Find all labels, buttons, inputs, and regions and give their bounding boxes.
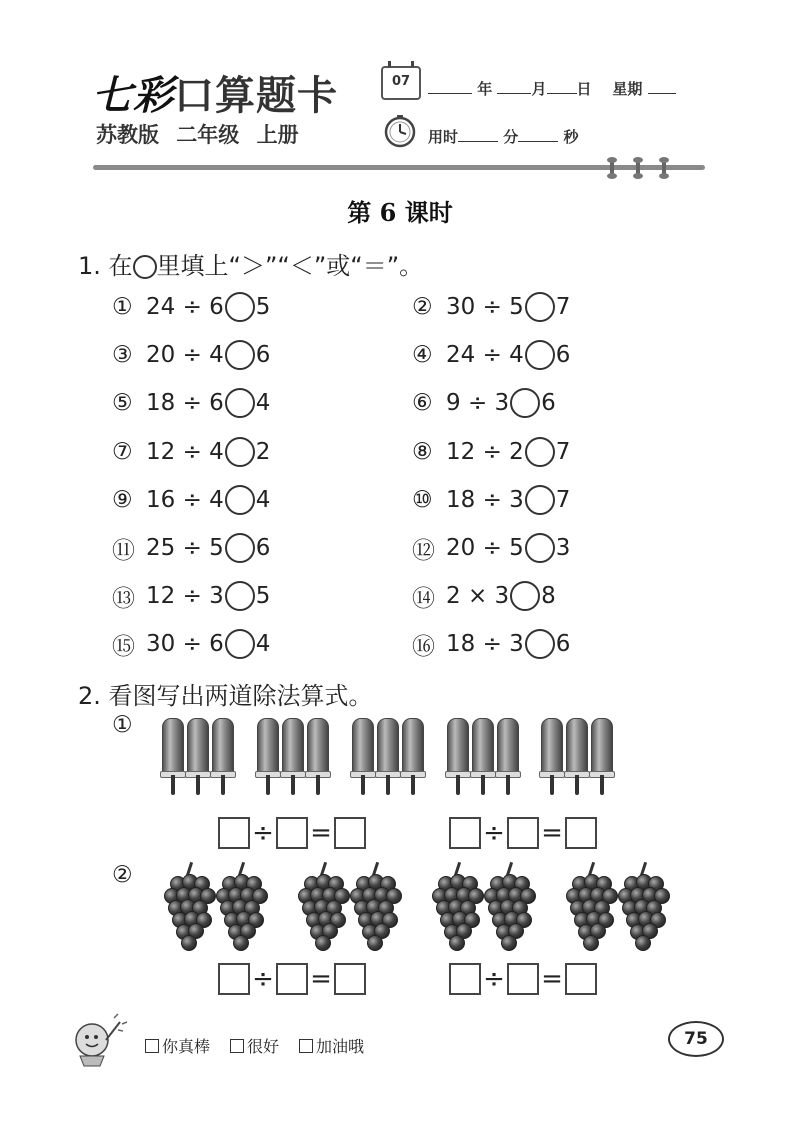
item-index: ⑭ — [412, 585, 435, 612]
popsicle-icon — [591, 718, 613, 796]
calendar-icon — [381, 66, 421, 100]
item-left-expr: 18 ÷ 6 — [146, 390, 224, 417]
grape-bunch-icon — [566, 862, 612, 952]
answer-box[interactable] — [334, 963, 366, 995]
item-index: ⑩ — [412, 486, 433, 513]
grape-bunch-icon — [484, 862, 530, 952]
mascot-icon — [70, 1010, 130, 1068]
answer-circle[interactable] — [225, 533, 255, 563]
day-label: 日 — [576, 80, 592, 98]
compare-item — [112, 340, 270, 370]
compare-item — [112, 437, 270, 467]
item-index: ⑮ — [112, 633, 135, 660]
answer-circle[interactable] — [225, 292, 255, 322]
item-index: ⑫ — [412, 537, 435, 564]
rating-label: 加油哦 — [316, 1037, 365, 1056]
q1-prefix: 在 — [108, 252, 133, 280]
item-right-value: 6 — [555, 342, 571, 369]
item-left-expr: 25 ÷ 5 — [146, 535, 224, 561]
item-right-value: 5 — [255, 583, 271, 610]
equals-sign: = — [310, 818, 332, 848]
popsicle-icon — [402, 718, 424, 796]
rating-label: 你真棒 — [162, 1037, 211, 1056]
calendar-day: 07 — [391, 74, 411, 89]
answer-circle[interactable] — [525, 340, 555, 370]
equals-sign: = — [541, 818, 563, 848]
item-right-value: 4 — [255, 390, 271, 417]
minute-blank[interactable] — [458, 129, 498, 142]
checkbox-icon[interactable] — [299, 1039, 313, 1053]
binder-pin-icon — [662, 159, 666, 177]
answer-circle[interactable] — [225, 388, 255, 418]
second-label: 秒 — [563, 128, 579, 146]
answer-circle[interactable] — [525, 629, 555, 659]
item-left-expr: 9 ÷ 3 — [446, 390, 510, 417]
item-right-value: 6 — [541, 390, 556, 417]
popsicle-group — [257, 718, 329, 796]
answer-box[interactable] — [507, 817, 539, 849]
popsicle-icon — [497, 718, 519, 796]
division-equation — [449, 817, 597, 849]
rating-option[interactable] — [230, 1034, 279, 1057]
date-line — [428, 78, 676, 99]
q1-number: 1. — [78, 252, 101, 280]
item-left-expr: 20 ÷ 4 — [146, 342, 224, 369]
answer-circle[interactable] — [225, 581, 255, 611]
grape-group — [566, 862, 664, 952]
item-right-value: 6 — [555, 631, 571, 658]
answer-circle[interactable] — [225, 485, 255, 515]
item-index: ⑨ — [112, 486, 133, 513]
self-rating — [145, 1034, 364, 1057]
item-left-expr: 12 ÷ 4 — [146, 438, 224, 465]
month-blank[interactable] — [497, 81, 531, 94]
weekday-blank[interactable] — [648, 81, 676, 94]
compare-item — [412, 292, 570, 322]
answer-circle[interactable] — [525, 292, 555, 322]
grape-bunch-icon — [350, 862, 396, 952]
popsicle-group — [352, 718, 424, 796]
answer-circle[interactable] — [525, 533, 555, 563]
compare-item — [412, 581, 556, 611]
item-index: ① — [112, 294, 133, 320]
item-index: ⑯ — [412, 633, 435, 660]
item-index: ③ — [112, 342, 133, 369]
item-index: ⑧ — [412, 438, 433, 465]
item-index: ④ — [412, 342, 433, 369]
month-label: 月 — [531, 80, 547, 98]
edition-label: 苏教版 二年级 上册 — [96, 123, 299, 147]
item-right-value: 5 — [255, 294, 271, 320]
compare-item — [112, 533, 270, 563]
grape-bunch-icon — [618, 862, 664, 952]
q2-title — [78, 676, 373, 711]
divide-sign: ÷ — [252, 818, 274, 848]
lesson-title: 第 6 课时 — [347, 198, 453, 227]
item-index: ⑬ — [112, 585, 135, 612]
popsicle-icon — [212, 718, 234, 796]
divide-sign: ÷ — [252, 964, 274, 994]
grape-group — [164, 862, 262, 952]
compare-item — [112, 388, 270, 418]
item-index: ⑦ — [112, 438, 133, 465]
popsicle-icon — [307, 718, 329, 796]
compare-item — [412, 388, 556, 418]
answer-box[interactable] — [334, 817, 366, 849]
popsicle-icon — [257, 718, 279, 796]
grape-group — [432, 862, 530, 952]
popsicle-icon — [162, 718, 184, 796]
item-index: ⑤ — [112, 390, 133, 417]
item-index: ⑪ — [112, 537, 135, 564]
divide-sign: ÷ — [483, 964, 505, 994]
grape-bunch-icon — [432, 862, 478, 952]
second-blank[interactable] — [518, 129, 558, 142]
compare-item — [412, 437, 570, 467]
binder-pin-icon — [610, 159, 614, 177]
rating-option[interactable] — [145, 1034, 210, 1057]
answer-box[interactable] — [507, 963, 539, 995]
item-left-expr: 18 ÷ 3 — [446, 486, 524, 513]
q2-text: 看图写出两道除法算式。 — [108, 682, 373, 710]
q1-suffix: 里填上“＞”“＜”或“＝”。 — [156, 252, 424, 280]
grape-bunch-icon — [216, 862, 262, 952]
item-left-expr: 12 ÷ 3 — [146, 583, 224, 610]
popsicle-icon — [187, 718, 209, 796]
q2-sub1-label: ① — [112, 712, 133, 738]
item-right-value: 6 — [255, 535, 271, 561]
item-right-value: 2 — [255, 438, 271, 465]
logo-brand: 七彩 — [92, 72, 174, 119]
answer-box[interactable] — [565, 963, 597, 995]
item-left-expr: 30 ÷ 5 — [446, 294, 524, 320]
compare-item — [412, 629, 570, 659]
item-index: ⑥ — [412, 390, 433, 417]
answer-circle[interactable] — [525, 485, 555, 515]
item-right-value: 8 — [541, 583, 556, 610]
popsicle-icon — [472, 718, 494, 796]
division-equation — [218, 963, 366, 995]
minute-label: 分 — [503, 128, 519, 146]
division-equation — [218, 817, 366, 849]
circle-symbol-icon — [133, 255, 157, 279]
item-right-value: 7 — [555, 486, 571, 513]
compare-item — [112, 485, 270, 515]
divide-sign: ÷ — [483, 818, 505, 848]
q2-sub2-label: ② — [112, 862, 133, 888]
checkbox-icon[interactable] — [230, 1039, 244, 1053]
answer-circle[interactable] — [525, 437, 555, 467]
q2-number: 2. — [78, 682, 101, 710]
rating-label: 很好 — [247, 1037, 280, 1056]
item-left-expr: 16 ÷ 4 — [146, 486, 224, 513]
popsicle-icon — [566, 718, 588, 796]
equals-sign: = — [310, 964, 332, 994]
item-right-value: 4 — [255, 631, 271, 658]
binder-pin-icon — [636, 159, 640, 177]
weekday-label: 星期 — [612, 80, 643, 98]
item-right-value: 4 — [255, 486, 271, 513]
year-blank[interactable] — [428, 81, 472, 94]
popsicle-icon — [377, 718, 399, 796]
grape-bunch-icon — [164, 862, 210, 952]
book-logo — [92, 64, 338, 121]
division-equation — [449, 963, 597, 995]
answer-circle[interactable] — [510, 388, 540, 418]
answer-box[interactable] — [565, 817, 597, 849]
item-left-expr: 12 ÷ 2 — [446, 438, 524, 465]
grape-bunch-icon — [298, 862, 344, 952]
item-right-value: 7 — [555, 294, 571, 320]
answer-box[interactable] — [449, 817, 481, 849]
item-right-value: 3 — [555, 535, 571, 561]
day-blank[interactable] — [547, 81, 577, 94]
popsicle-group — [447, 718, 519, 796]
compare-item — [112, 581, 270, 611]
time-line — [428, 126, 579, 147]
item-left-expr: 18 ÷ 3 — [446, 631, 524, 658]
answer-box[interactable] — [276, 817, 308, 849]
grape-group — [298, 862, 396, 952]
year-label: 年 — [477, 80, 493, 98]
compare-item — [412, 340, 570, 370]
popsicle-group — [162, 718, 234, 796]
compare-item — [412, 533, 570, 563]
item-left-expr: 20 ÷ 5 — [446, 535, 524, 561]
answer-box[interactable] — [449, 963, 481, 995]
item-right-value: 6 — [255, 342, 271, 369]
item-right-value: 7 — [555, 438, 571, 465]
clock-icon — [383, 114, 417, 148]
popsicle-icon — [447, 718, 469, 796]
compare-item — [112, 292, 270, 322]
answer-box[interactable] — [218, 817, 250, 849]
answer-circle[interactable] — [510, 581, 540, 611]
answer-circle[interactable] — [225, 437, 255, 467]
logo-title: 口算题卡 — [174, 73, 338, 119]
answer-box[interactable] — [218, 963, 250, 995]
compare-item — [412, 485, 570, 515]
item-left-expr: 30 ÷ 6 — [146, 631, 224, 658]
page-number: 75 — [668, 1021, 724, 1057]
checkbox-icon[interactable] — [145, 1039, 159, 1053]
answer-box[interactable] — [276, 963, 308, 995]
time-used-label: 用时 — [428, 128, 459, 146]
equals-sign: = — [541, 964, 563, 994]
popsicle-icon — [352, 718, 374, 796]
popsicle-icon — [282, 718, 304, 796]
q1-title — [78, 246, 423, 281]
popsicle-icon — [541, 718, 563, 796]
item-left-expr: 24 ÷ 4 — [446, 342, 524, 369]
answer-circle[interactable] — [225, 340, 255, 370]
popsicle-group — [541, 718, 613, 796]
rating-option[interactable] — [299, 1034, 364, 1057]
compare-item — [112, 629, 270, 659]
answer-circle[interactable] — [225, 629, 255, 659]
item-left-expr: 2 × 3 — [446, 583, 510, 610]
item-index: ② — [412, 294, 433, 320]
item-left-expr: 24 ÷ 6 — [146, 294, 224, 320]
